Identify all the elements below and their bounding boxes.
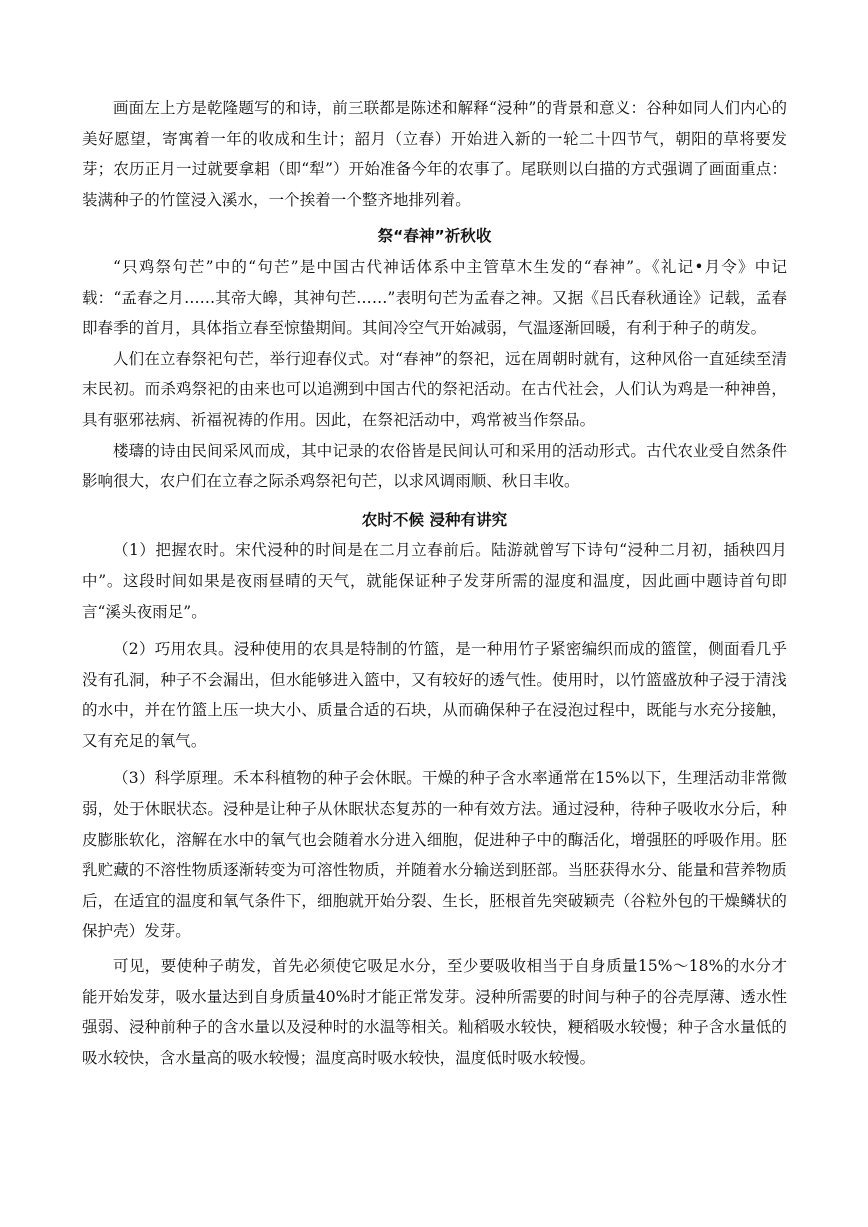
- section2-paragraph-4: 可见，要使种子萌发，首先必须使它吸足水分，至少要吸收相当于自身质量15%～18%的水分才能开始发芽，吸水量达到自身质量40%时才能正常发芽。浸种所需要的时间与种子的谷壳厚薄、透水性强弱、浸种前种子的含水量以及浸种时的水温等相关。籼稻吸水较快，粳稻吸水较慢；种子含水量低的吸水较快，含水量高的吸水较慢；温度高时吸水较快，温度低时吸水较慢。: [82, 957, 787, 1067]
- section1-paragraph-3: 楼璹的诗由民间采风而成，其中记录的农俗皆是民间认可和采用的活动形式。古代农业受自然条件影响很大，农户们在立春之际杀鸡祭祀句芒，以求风调雨顺、秋日丰收。: [82, 441, 787, 491]
- section-heading-seed-soaking: 农时不候 浸种有讲究: [361, 510, 508, 529]
- section2-paragraph-3: （3）科学原理。禾本科植物的种子会休眠。干燥的种子含水率通常在15%以下，生理活动非常微弱，处于休眠状态。浸种是让种子从休眠状态复苏的一种有效方法。通过浸种，待种子吸收水分后，种皮膨胀软化，溶解在水中的氧气也会随着水分进入细胞，促进种子中的酶活化，增强胚的呼吸作用。胚乳贮藏的不溶性物质逐渐转变为可溶性物质，并随着水分输送到胚部。当胚获得水分、能量和营养物质后，在适宜的温度和氧气条件下，细胞就开始分裂、生长，胚根首先突破颖壳（谷粒外包的干燥鳞状的保护壳）发芽。: [82, 769, 787, 941]
- section1-paragraph-1: “只鸡祭句芒”中的“句芒”是中国古代神话体系中主管草木生发的“春神”。《礼记•月令》中记载：“孟春之月……其帝大皞，其神句芒……”表明句芒为孟春之神。又据《吕氏春秋通诠》记载，孟春即春季的首月，具体指立春至惊蛰期间。其间冷空气开始减弱，气温逐渐回暖，有利于种子的萌发。: [82, 257, 787, 338]
- section2-paragraph-2: （2）巧用农具。浸种使用的农具是特制的竹篮，是一种用竹子紧密编织而成的篮筐，侧面看几乎没有孔洞，种子不会漏出，但水能够进入篮中，又有较好的透气性。使用时，以竹篮盛放种子浸于清浅的水中，并在竹篮上压一块大小、质量合适的石块，从而确保种子在浸泡过程中，既能与水充分接触，又有充足的氧气。: [82, 640, 787, 750]
- section-heading-spring-god: 祭“春神”祈秋收: [377, 227, 492, 246]
- section1-paragraph-2: 人们在立春祭祀句芒，举行迎春仪式。对“春神”的祭祀，远在周朝时就有，这种风俗一直延续至清末民初。而杀鸡祭祀的由来也可以追溯到中国古代的祭祀活动。在古代社会，人们认为鸡是一种神兽，具有驱邪祛病、祈福祝祷的作用。因此，在祭祀活动中，鸡常被当作祭品。: [82, 349, 787, 429]
- document-body: [82, 93, 787, 1073]
- intro-paragraph: 画面左上方是乾隆题写的和诗，前三联都是陈述和解释“浸种”的背景和意义：谷种如同人们内心的美好愿望，寄寓着一年的收成和生计；韶月（立春）开始进入新的一轮二十四节气，朝阳的草将要发芽；农历正月一过就要拿耜（即“犁”）开始准备今年的农事了。尾联则以白描的方式强调了画面重点：装满种子的竹筐浸入溪水，一个挨着一个整齐地排列着。: [82, 99, 787, 209]
- section2-paragraph-1: （1）把握农时。宋代浸种的时间是在二月立春前后。陆游就曾写下诗句“浸种二月初，插秧四月中”。这段时间如果是夜雨昼晴的天气，就能保证种子发芽所需的湿度和温度，因此画中题诗首句即言“溪头夜雨足”。: [82, 541, 787, 621]
